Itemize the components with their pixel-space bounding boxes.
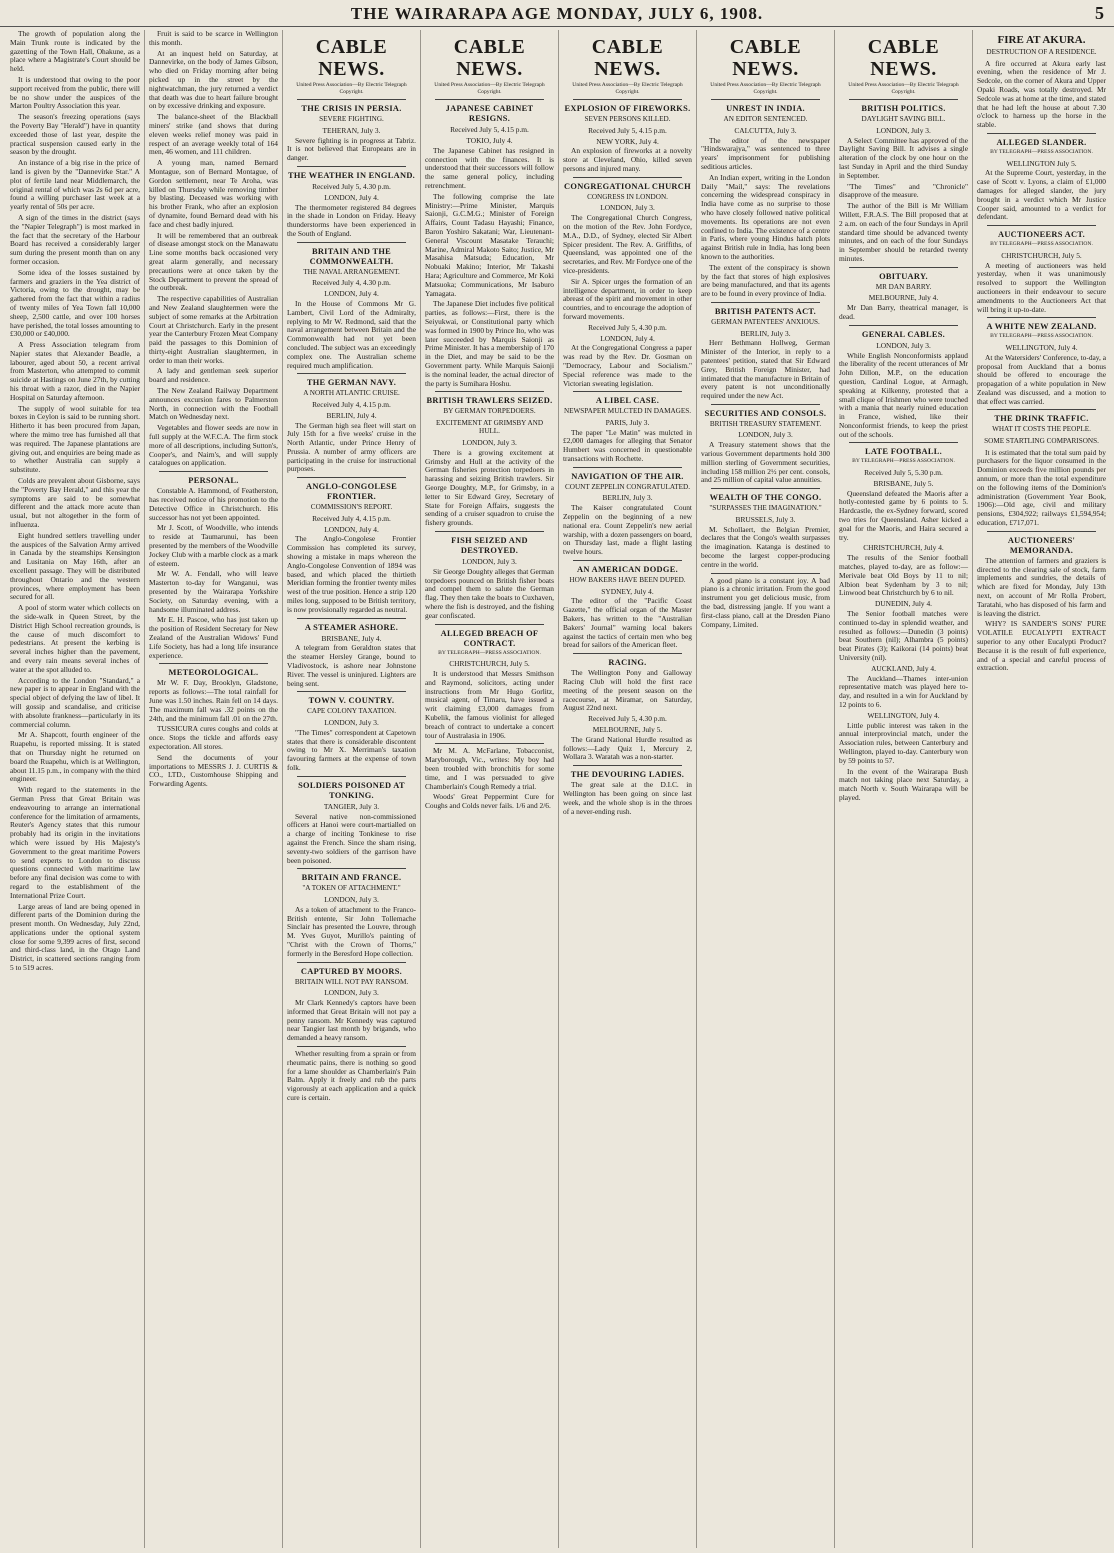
article-paragraph: The attention of farmers and graziers is directed to the clearing sale of stock, farm implements and sundries, the details of which are fixed for Monday, July 13th next, on account of Mr Rolla Probert, Taratahi, who has disposed of his farm and is leaving the district. [977,555,1106,618]
dateline: LONDON, July 3. [324,718,379,728]
received-line: Received July 4, 4.15 p.m. [312,399,391,409]
divider [987,225,1096,226]
headline: CONGREGATIONAL CHURCH [564,181,691,191]
subheadline: COUNT ZEPPELIN CONGRATULATED. [564,482,691,491]
divider [435,391,544,392]
divider [849,267,958,268]
subheadline: BRITISH TREASURY STATEMENT. [709,419,822,428]
credit-line: BY TELEGRAPH—PRESS ASSOCIATION. [990,148,1093,155]
article-paragraph: "The Times" correspondent at Capetown states that there is considerable discontent owing to Mr X. Merriman's taxation favouring farmers at the expense of town folk. [287,727,416,772]
dateline: TEHERAN, July 3. [322,125,381,135]
columns [6,30,1110,1548]
article-paragraph: The season's freezing operations (says the Poverty Bay "Herald") have in quantity exceeded those of last year, despite the practical suspension caused early in the season by the drought. [10,112,140,157]
article-paragraph: In the House of Commons Mr G. Lambert, Civil Lord of the Admiralty, replying to Mr W. Redmond, said that the naval arrangement between Britain and the Commonwealth had not yet been concluded. The subject was an exceedingly complex one. The Australian scheme required much amplification. [287,298,416,370]
divider [297,99,406,100]
article-paragraph: An Indian expert, writing in the London Daily "Mail," says: The revelations concerning the widespread conspiracy in India have come as no surprise to those who have closely followed native political movements. Its operations are not even confined to India. The existence of a centre in Paris, where young Hindus hatch plots against British rule in India, has long been known to the authorities. [701,172,830,261]
headline: JAPANESE CABINET RESIGNS. [445,104,534,124]
subheadline: NEWSPAPER MULCTED IN DAMAGES. [563,407,692,416]
article-paragraph: The paper "Le Matin" was mulcted in £2,000 damages for alleging that Senator Humbert was concerned in questionable transactions with Rochette. [563,427,692,464]
advertisement: Woods' Great Peppermint Cure for Coughs and Colds never fails. 1/6 and 2/6. [425,792,554,811]
subheadline: DESTRUCTION OF A RESIDENCE. [986,48,1097,56]
section-heading-meteorological: METEOROLOGICAL. [168,668,259,678]
section-heading-personal: PERSONAL. [188,476,239,486]
subheadline: CAPE COLONY TAXATION. [306,707,397,716]
article-paragraph: The results of the Senior football matches, played to-day, are as follow:—Merivale beat Old Boys by 11 to nil; Albion beat Sydenham by 3 to nil; Linwood beat Christchurch by 6 to nil. [839,553,968,598]
article-paragraph: As a token of attachment to the Franco-British entente, Sir John Tollemache Sinclair has presented the Louvre, through M. Yves Guyot, Murillo's painting of "Christ with the Crown of Thorns," formerly in the Beresford Hope collection. [287,904,416,958]
dateline: LONDON, July 3. [876,125,931,135]
headline: THE GERMAN NAVY. [306,378,397,388]
article-paragraph: "The Times" and "Chronicle" disapprove of the measure. [839,181,968,200]
article-paragraph: Mr W. F. Day, Brooklyn, Gladstone, reports as follows:—The total rainfall for June was 1.50 inches. Rain fell on 14 days. The maximum fall was .32 points on the 24th, and the minimum fall .01 on the 27th. [149,678,278,723]
dateline: LONDON, July 3. [738,430,793,440]
dateline: LONDON, July 3. [462,438,517,448]
dateline: SYDNEY, July 4. [601,586,654,596]
divider [849,325,958,326]
article-paragraph: A Select Committee has approved of the Daylight Saving Bill. It advises a single alteration of the clock by one hour on the last Sunday in April and the third Sunday in September. [839,135,968,180]
article-paragraph: At the Congregational Congress a paper was read by the Rev. Dr. Gosman on "Democracy, Labour and Socialism." Special reference was made to the Victorian sweating legislation. [563,343,692,388]
headline: NAVIGATION OF THE AIR. [571,471,684,481]
divider [711,488,820,489]
cable-news-banner: CABLE NEWS. [591,36,664,80]
article-paragraph: It is understood that owing to the poor support received from the public, there will be no show under the auspices of the Marton Poultry Association this year. [10,74,140,111]
divider [435,531,544,532]
dateline: BERLIN, July 3. [740,328,791,338]
article-paragraph: The editor of the "Pacific Coast Gazette," the official organ of the Master Bakers, has written to the "Australian Bakers' Journal" warning local bakers against the tactics of certain men who beg bread for sailors of the American fleet. [563,596,692,650]
divider [297,242,406,243]
divider [711,99,820,100]
masthead-title: THE WAIRARAPA AGE MONDAY, JULY 6, 1908. [350,4,764,23]
article-paragraph: Sir A. Spicer urges the formation of an intelligence department, in order to keep abreast of the spirit and movement in other countries, and to encourage the adoption of forward movements. [563,276,692,321]
dateline: MELBOURNE, July 5. [592,725,663,734]
article-paragraph: Mr Clark Kennedy's captors have been informed that Great Britain will not pay a penny ransom. Mr Kennedy was captured near Tangier last month by brigands, who demanded a heavy ransom. [287,997,416,1043]
credit-line: United Press Association—By Electric Telegraph Copyright. [296,82,407,95]
divider [159,471,268,472]
dateline: BERLIN, July 4. [326,410,377,420]
dateline: CHRISTCHURCH, July 5. [1001,250,1082,260]
dateline: LONDON, July 3. [324,988,379,998]
cable-news-banner: CABLE NEWS. [867,36,940,80]
headline: UNREST IN INDIA. [726,104,805,114]
article-paragraph: A sign of the times in the district (says the "Napier Telegraph") is most marked in the fact that the secretary of the Harbour Board has received a considerably larger sum during the present month than on any former occasion. [10,212,140,266]
headline: A LIBEL CASE. [595,396,660,406]
column-3 [282,30,420,1548]
credit-line: BY TELEGRAPH—PRESS ASSOCIATION. [990,241,1093,248]
article-paragraph: A telegram from Geraldton states that the steamer Hersley Grange, bound to Vladivostock, is ashore near Johnstone River. The vessel is uninjured. Lighters are being sent. [287,643,416,688]
dateline: WELLINGTON, July 4. [1005,342,1078,352]
article-paragraph: A fire occurred at Akura early last evening, when the residence of Mr J. Sedcole, on the corner of Akura and Upper Opaki Roads, was totally destroyed. Mr Sedcole was at home at the time, and stated that he had left the house at about 7.30 o'clock to harness up the horse in the stable. [977,58,1106,130]
subheadline: SEVEN PERSONS KILLED. [584,115,671,124]
subheadline: "A TOKEN OF ATTACHMENT." [302,884,401,893]
divider [573,467,682,468]
divider [435,743,544,744]
subheadline: AN EDITOR SENTENCED. [723,115,808,124]
article-paragraph: Send the documents of your importations to MESSRS J. J. CURTIS & CO., LTD., Customhouse Shipping and Forwarding Agents. [149,752,278,789]
article-paragraph: The balance-sheet of the Blackball miners' strike (and shows that during eleven weeks relief money was paid in respect of an average weekly total of 164 men, 46 women, and 111 children. [149,112,278,157]
headline: BRITISH POLITICS. [861,104,946,114]
dateline: TOKIO, July 4. [466,135,513,145]
article-paragraph: There is a growing excitement at Grimsby and Hull at the activity of the German fisheries protection torpedoers in harassing and seizing British trawlers. Sir George Doughty, M.P., for Grimsby, in a letter to Sir Edward Grey, Secretary of State for Foreign Affairs, suggests the sending of a cruiser squadron to cruise the fishery grounds. [425,447,554,528]
column-6 [696,30,834,1548]
cable-news-banner: CABLE NEWS. [315,36,388,80]
article-paragraph: The respective capabilities of Australian and New Zealand slaughtermen were the subject of some remarks at the Arbitration Court at Christchurch. Early in the present year the Canterbury Frozen Meat Company paid the passages to this Dominion of thirty-eight Australian slaughtermen, in order to man their works. [149,294,278,365]
dateline: LONDON, July 3. [600,203,655,213]
credit-line: BY TELEGRAPH—PRESS ASSOCIATION. [852,458,955,465]
article-paragraph: Little public interest was taken in the annual interprovincial match, under the Association rules, between Canterbury and Wellington, played to-day. Canterbury won by 59 points to 57. [839,720,968,765]
headline: TOWN V. COUNTRY. [308,696,395,706]
divider [159,663,268,664]
article-paragraph: Herr Bethmann Hollweg, German Minister of the Interior, in reply to a patentees' petition, stated that Sir Edward Grey, British Foreign Minister, had intimated that the manufacture in Britain of every patent is not unconditionally required under the new Act. [701,338,830,401]
headline: ALLEGED SLANDER. [996,137,1087,147]
divider [573,653,682,654]
article-paragraph: Severe fighting is in progress at Tabriz. It is not believed that Europeans are in danger. [287,135,416,163]
article-paragraph: Mr E. H. Pascoe, who has just taken up the position of Resident Secretary for New Zealand of the Australian Widows' Fund Life Society, has had a long life insurance experience. [149,615,278,660]
divider [297,477,406,478]
subheadline: WHAT IT COSTS THE PEOPLE. [992,425,1091,434]
credit-line: United Press Association—By Electric Telegraph Copyright. [710,82,821,95]
headline: OBITUARY. [879,271,928,281]
article-paragraph: While English Nonconformists applaud the liberality of the recent utterances of Mr John Dillon, M.P., on the education question, Cardinal Logue, at Armagh, speaking at Kilkenny, protested that a small clique of Irishmen who were touched with a mania that nearly ruined education in France, wished, like their Nonconformist friends, to keep the priest out of the schools. [839,350,968,439]
dateline: BRISBANE, July 5. [873,478,934,488]
article-paragraph: TUSSICURA cures coughs and colds at once. Stops the tickle and affords easy expectoration. All stores. [149,724,278,751]
divider [297,691,406,692]
received-line: Received July 4, 4.30 p.m. [312,278,391,288]
article-paragraph: Large areas of land are being opened in different parts of the Dominion during the present month. On Wednesday, July 22nd, applications under the optional system close for some 9,399 acres of first, second and third-class land, in the Otago Land District, in scattered sections ranging from 5 to 519 acres. [10,901,140,973]
headline: BRITISH PATENTS ACT. [714,306,817,316]
headline: AN AMERICAN DODGE. [576,565,679,575]
dateline: TANGIER, July 3. [323,801,380,811]
dateline: BERLIN, July 3. [602,493,653,503]
headline: SOLDIERS POISONED AT TONKING. [298,780,405,800]
headline: AUCTIONEERS ACT. [997,230,1085,240]
divider [711,573,820,574]
divider [297,373,406,374]
dateline: DUNEDIN, July 4. [874,599,933,609]
headline: FISH SEIZED AND DESTROYED. [451,536,528,556]
article-paragraph: The supply of wool suitable for tea boxes in Ceylon is said to be running short. Hitherto it has been procured from Japan, where the mimo tree has furnished all that was required. The Japanese plantations are giving out, and enquiries are being made as to whether Australia can supply a substitute. [10,403,140,475]
subheadline: THE NAVAL ARRANGEMENT. [303,267,400,276]
headline: AUCTIONEERS' MEMORANDA. [1007,535,1076,555]
subheadline: CONGRESS IN LONDON. [587,192,668,201]
advertisement: WHY? IS SANDER'S SONS' PURE VOLATILE EUCALYPTI EXTRACT superior to any other Eucalypti Product? Because it is the result of full experience, and of a special and careful process of extraction. [977,619,1106,673]
headline: RACING. [608,658,647,668]
article-paragraph: Mr A. Shapcott, fourth engineer of the Ruapehu, is reported missing. It is stated that on Thursday night he returned on board the Ruapehu, which is at Wellington, about 11.15 p.m., in company with the third engineer. [10,730,140,784]
headline: WEALTH OF THE CONGO. [709,493,822,503]
article-paragraph: A Press Association telegram from Napier states that Alexander Beadle, a labourer, aged about 50, a recent arrival from Masterton, who attempted to commit suicide at Hastings on June 27th, by cutting his throat with a razor, died in the Napier Hospital on Saturday afternoon. [10,340,140,402]
subheadline: "SURPASSES THE IMAGINATION." [709,504,822,513]
divider [297,1046,406,1047]
article-paragraph: M. Schollaert, the Belgian Premier, declares that the Congo's wealth surpasses the imagination. Katanga is destined to become the largest copper-producing centre in the world. [701,524,830,569]
article-paragraph: In the event of the Wairarapa Bush match not taking place next Saturday, a match North v. South Wairarapa will be played. [839,766,968,802]
headline: A WHITE NEW ZEALAND. [986,322,1097,332]
article-paragraph: At the Watersiders' Conference, to-day, a proposal from Auckland that a bonus should be offered to encourage the propagation of a white population in New Zealand was discussed, and a motion to that effect was carried. [977,352,1106,406]
divider [987,317,1096,318]
dateline: LONDON, July 4. [324,524,379,534]
dateline: AUCKLAND, July 4. [871,663,936,673]
headline: EXPLOSION OF FIREWORKS. [564,104,691,114]
article-paragraph: An instance of a big rise in the price of land is given by the "Dannevirke Star." A plot of fertile land near Middlemarch, the original rental of which was 2s 6d per acre, found a willing purchaser last week at a yearly rental of 50s per acre. [10,158,140,212]
divider [849,442,958,443]
article-paragraph: Fruit is said to be scarce in Wellington this month. [149,30,278,47]
column-4 [420,30,558,1548]
subheadline: SEVERE FIGHTING. [319,115,384,124]
dateline: BRISBANE, July 4. [321,633,382,643]
article-paragraph: A Treasury statement shows that the various Government departments hold 300 million sterling of Government securities, including 158 million 2½ per cent. consols, and 25 million of capital value annuities. [701,440,830,485]
subheadline: SOME STARTLING COMPARISONS. [984,437,1099,446]
subheadline: BY GERMAN TORPEDOERS. [443,407,536,416]
subheadline: COMMISSION'S REPORT. [310,503,393,512]
headline: BRITISH TRAWLERS SEIZED. [426,396,553,406]
article-paragraph: Colds are prevalent about Gisborne, says the "Poverty Bay Herald," and this year the symptoms are said to be somewhat different and the attack more acute than usual, but not altogether in the form of influenza. [10,476,140,530]
article-paragraph: The Wellington Pony and Galloway Racing Club will hold the first race meeting of the present season on the racecourse, at Miramar, on Saturday, August 22nd next. [563,668,692,713]
page-number: 5 [1095,3,1104,23]
article-paragraph: Constable A. Hammond, of Featherston, has received notice of his promotion to the Detective Office in Christchurch. His successor has not yet been appointed. [149,486,278,522]
dateline: CALCUTTA, July 3. [734,125,797,135]
article-paragraph: It is understood that Messrs Smithson and Raymond, solicitors, acting under instructions from Mr Hugo Gorlitz, musical agent, of Timaru, have issued a writ claiming £3,000 damages from Kubelik, the famous violinist for alleged breach of contract to undertake a concert tour of Australasia in 1906. [425,669,554,740]
received-line: Received July 5, 4.30 p.m. [312,181,391,191]
column-2 [144,30,282,1548]
article-paragraph: The Japanese Diet includes five political parties, as follows:—First, there is the Seiyukwai, or Constitutional party which was formed in 1900 by Prince Ito, who was later succeeded by Marquis Saionji as Prime Minister. It has a membership of 170 in the Diet, and may be said to be the Government party. While Marquis Saionji is the nominal leader, the actual director of the party is Sumihara Hoshu. [425,299,554,388]
dateline: NEW YORK, July 4. [596,136,659,146]
article-paragraph: The Grand National Hurdle resulted as follows:—Lady Quiz 1, Mercury 2, Wollara 3. Waratah was a non-starter. [563,734,692,762]
article-paragraph: Mr Dan Barry, theatrical manager, is dead. [839,303,968,321]
dateline: LONDON, July 4. [324,289,379,299]
headline: BRITAIN AND FRANCE. [301,873,402,883]
received-line: Received July 4, 4.15 p.m. [312,513,391,523]
credit-line: BY TELEGRAPH—PRESS ASSOCIATION. [438,649,541,656]
credit-line: United Press Association—By Electric Telegraph Copyright. [572,82,683,95]
article-paragraph: An explosion of fireworks at a novelty store at Cleveland, Ohio, killed seven persons and injured many. [563,146,692,173]
article-paragraph: With regard to the statements in the German Press that Great Britain was endeavouring to arrange an international conference for the limitation of armaments, Reuter's Agency states that this rumour probably had its origin in the invitations which were issued by His Majesty's Government to the great maritime Powers to send experts to London to discuss questions connected with maritime law before any final decision was come to with regard to the establishment of the International Prize Court. [10,785,140,900]
article-paragraph: Eight hundred settlers travelling under the auspices of the Salvation Army arrived in Canada by the steamships Kensington and Lusitania on May 16th, after an excellent passage. They will be distributed throughout Ontario and the western provinces, where employment has been secured for all. [10,530,140,602]
article-paragraph: Queensland defeated the Maoris after a hotly-contested game by 6 points to 5. Hardcastle, the ex-Sydney forward, scored two tries for Queensland. Asher kicked a goal for the Maoris, and Haira secured a try. [839,488,968,542]
subheadline: MR DAN BARRY. [875,282,932,291]
subheadline: GERMAN PATENTEES' ANXIOUS. [711,317,820,326]
divider [573,765,682,766]
dateline: PARIS, July 3. [605,417,650,427]
headline: THE WEATHER IN ENGLAND. [287,170,416,180]
divider [573,177,682,178]
article-paragraph: The growth of population along the Main Trunk route is indicated by the gazetting of the Town Hall, Ohakune, as a place where a Magistrate's Court should be held. [10,30,140,74]
headline: BRITAIN AND THE COMMONWEALTH. [309,246,394,266]
subheadline: A NORTH ATLANTIC CRUISE. [303,389,400,398]
article-paragraph: Vegetables and flower seeds are now in full supply at the W.F.C.A. The firm stock more of all descriptions, including Sutton's, Cooper's, and Nairn's, and will supply catalogues on application. [149,423,278,468]
article-paragraph: Mr W. A. Fendall, who will leave Masterton to-day for Wanganui, was presented by the Wairarapa Yorkshire Society, on Saturday evening, with a handsome illuminated address. [149,569,278,614]
article-paragraph: The Auckland—Thames inter-union representative match was played here to-day, and resulted in a win for Auckland by 12 points to 6. [839,673,968,709]
article-paragraph: The author of the Bill is Mr William Willett, F.R.A.S. The Bill proposed that at 2 a.m. on each of the four Sundays in April standard time should be advanced twenty minutes, and on each of the four Sundays in September should be retarded twenty minutes. [839,201,968,263]
divider [573,99,682,100]
article-paragraph: A lady and gentleman seek superior board and residence. [149,366,278,385]
article-paragraph: The Anglo-Congolese Frontier Commission has completed its survey, showing a mistake in maps whereon the Anglo-Congolese Convention of 1894 was based, and which placed the thirtieth Meridian forming the frontier twenty miles west of the true position. Hence a strip 120 miles long, supposed to be British territory, is now provisionally regarded as neutral. [287,534,416,614]
article-paragraph: The Japanese Cabinet has resigned in connection with the finances. It is understood that their successors will follow the same general policy, including retrenchment. [425,145,554,190]
headline: GENERAL CABLES. [861,329,946,339]
article-paragraph: The Congregational Church Congress, on the motion of the Rev. John Fordyce, M.A., D.D., of Sydney, elected Sir Albert Spicer president. The Rev. A. Griffiths, of Queensland, was appointed one of the secretaries, and Rev. Mr Fordyce one of the vice-presidents. [563,213,693,275]
subheadline: HOW BAKERS HAVE BEEN DUPED. [569,576,686,585]
article-paragraph: A pool of storm water which collects on the side-walk in Queen Street, by the District High School recreation grounds, is the cause of much discomfort to pedestrians. At present the kerbing is several inches higher than the pavement, and every rain means several inches of water at the spot alluded to. [10,603,140,674]
headline: SECURITIES AND CONSOLS. [704,408,827,418]
column-5 [558,30,696,1548]
dateline: BRUSSELS, July 3. [735,514,796,524]
article-paragraph: At the Supreme Court, yesterday, in the case of Scott v. Lyons, a claim of £1,000 damages for alleged slander, the jury brought in a verdict which Mr Justice Cooper said, amounted to a verdict for defendant. [977,168,1106,222]
headline: ANGLO-CONGOLESE FRONTIER. [305,482,398,502]
article-paragraph: At an inquest held on Saturday, at Dannevirke, on the body of James Gibson, who died on Friday morning after being picked up in the street by the nightwatchman, the jury returned a verdict that death was due to heart failure brought on by excessive drinking and exposure. [149,48,278,111]
divider [297,618,406,619]
article-paragraph: A meeting of auctioneers was held yesterday, when it was unanimously resolved to support the Wellington auctioneers in their endeavour to secure amendments to the Auctioneers Act that will bring it up-to-date. [977,260,1106,314]
credit-line: BY TELEGRAPH—PRESS ASSOCIATION. [990,333,1093,340]
divider [711,404,820,405]
article-paragraph: Sir George Doughty alleges that German torpedoers pounced on British fisher boats and compel them to salute the German flag. They then take the boats to Cuxhaven, where the fish is destroyed, and the fishing gear confiscated. [425,566,554,620]
dateline: WELLINGTON, July 4. [867,710,940,720]
subheadline: EXCITEMENT AT GRIMSBY AND HULL. [435,418,544,436]
headline: LATE FOOTBALL. [864,447,943,457]
received-line: Received July 5, 4.30 p.m. [588,714,667,724]
divider [435,624,544,625]
article-paragraph: It will be remembered that an outbreak of disease amongst stock on the Manawatu Line some months back occasioned very great alarm generally, and necessary precautions were at once taken by the Stock Department to prevent the spread of the outbreak. [149,230,278,293]
received-line: Received July 5, 4.30 p.m. [588,322,667,332]
article-paragraph: The editor of the newspaper "Hindswarajya," was sentenced to three years' imprisonment for publishing seditious articles. [701,135,830,171]
article-paragraph: The following comprise the late Ministry:—Prime Minister, Marquis Saionji, G.C.M.G.; Minister of Foreign Affairs, Count Tadasu Hayashi; Finance, Baron Yoshiro Sakatani; War, Lieutenant-General Viscount Masatake Terauchi; Marine, Admiral Makoto Saito; Justice, Mr Masahisa Matsuda; Education, Mr Nobuaki Makino; Interior, Mr Takashi Hara; Agriculture and Commerce, Mr Koki Matsuoka; Communications, Mr Isaburo Yamagata. [425,191,554,298]
article-paragraph: The German high sea fleet will start on July 15th for a five weeks' cruise in the North Atlantic, under Prince Henry of Prussia. A number of army officers are participating in the cruise for instructional purposes. [287,420,416,474]
divider [297,868,406,869]
divider [849,99,958,100]
headline: ALLEGED BREACH OF CONTRACT. [440,628,539,648]
credit-line: United Press Association—By Electric Telegraph Copyright. [848,82,959,95]
article-paragraph: The Senior football matches were continued to-day in splendid weather, and resulted as follows:—Dunedin (3 points) beat Southern (nil); Alhambra (5 points) beat Pirates (3); Kaikorai (14 points) beat University (nil). [839,609,968,663]
divider [987,531,1096,532]
article-paragraph: Several native non-commissioned officers at Hanoi were court-martialled on a charge of inciting Tonkinese to rise against the French. Since the sham rising, seventy-two soldiers of the garrison have been poisoned. [287,811,416,865]
article-paragraph: The New Zealand Railway Department announces excursion fares to Palmerston North, in connection with the Football Match on Wednesday next. [149,386,278,422]
headline: THE DRINK TRAFFIC. [994,414,1089,424]
headline: THE DEVOURING LADIES. [570,770,685,780]
dateline: MELBOURNE, July 4. [868,293,939,303]
subheadline: DAYLIGHT SAVING BILL. [861,115,946,124]
dateline: WELLINGTON July 5. [1006,158,1077,168]
dateline: CHRISTCHURCH, July 4. [863,543,944,553]
article-paragraph: Some idea of the losses sustained by farmers and graziers in the Yea district of Victoria, owing to the drought, may be gathered from the fact that within a radius of twenty miles of Yea Town fall 10,000 sheep, 2,500 cattle, and over 100 horses have perished, the total losses amounting to £30,000 or £40,000. [10,267,140,339]
received-line: Received July 5, 4.15 p.m. [450,125,529,135]
divider [987,133,1096,134]
column-1 [6,30,144,1548]
credit-line: United Press Association—By Electric Telegraph Copyright. [434,82,545,95]
advertisement: Whether resulting from a sprain or from rheumatic pains, there is nothing so good for a lame shoulder as Chamberlain's Pain Balm. Apply it freely and rub the parts vigorously at each application and a quick cure is certain. [287,1048,416,1102]
masthead [0,0,1114,27]
advertisement: Mr M. A. McFarlane, Tobacconist, Maryborough, Vic., writes: My boy had been troubled with bronchitis for some time, and I was persuaded to give Chamberlain's Cough Remedy a trial. [425,746,554,791]
cable-news-banner: CABLE NEWS. [453,36,526,80]
headline: THE CRISIS IN PERSIA. [301,104,402,114]
cable-news-banner: CABLE NEWS. [729,36,802,80]
divider [987,409,1096,410]
column-7 [834,30,972,1548]
article-paragraph: The extent of the conspiracy is shown by the fact that stores of high explosives are being manufactured, and that its agents are to be found in every province of India. [701,262,830,299]
dateline: LONDON, July 3. [324,894,379,904]
article-paragraph: The great sale at the D.I.C. in Wellington has been going on since last week, and the whole shop is in the throes of a never-ending rush. [563,780,692,816]
headline: A STEAMER ASHORE. [304,622,399,632]
divider [573,560,682,561]
subheadline: BRITAIN WILL NOT PAY RANSOM. [294,977,409,986]
article-paragraph: It is estimated that the total sum paid by purchasers for the liquor consumed in the Dominion exceeds five million pounds per annum, or more than the total expenditure on the following items of the Dominion's administration (Government Year Book, 1906):—Old age, civil and military pensions, £304,922; railways £1,594,954; education, £717,071. [977,447,1106,528]
dateline: CHRISTCHURCH, July 5. [449,659,530,669]
article-paragraph: A young man, named Bernard Montague, son of Bernard Montague, of Gordon settlement, near Te Aroha, was killed on Thursday while removing timber by blasting. Deceased was working with his brother Frank, who after an explosion of dynamite, found Bernard dead with his face and chest badly injured. [149,158,278,229]
column-8 [972,30,1110,1548]
divider [297,166,406,167]
received-line: Received July 5, 5.30 p.m. [864,468,943,478]
article-paragraph: The Kaiser congratulated Count Zeppelin on the beginning of a new national era. Count Zeppelin's new aerial warship, with a dozen passengers on board, on Thursday last, made a flight lasting twelve hours. [563,503,692,557]
divider [711,302,820,303]
dateline: LONDON, July 4. [600,333,655,343]
dateline: LONDON, July 3. [876,340,931,350]
article-paragraph: According to the London "Standard," a new paper is to appear in England with the special object of defying the law of libel. It will gossip and scandalise, and criticise with absolute frankness—particularly in its commercial column. [10,675,140,729]
headline: FIRE AT AKURA. [997,34,1086,46]
received-line: Received July 5, 4.15 p.m. [588,125,667,135]
divider [297,776,406,777]
dateline: LONDON, July 4. [324,192,379,202]
article-paragraph: The thermometer registered 84 degrees in the shade in London on Friday. Heavy thunderstorms have been experienced in the South of England. [287,202,416,238]
dateline: LONDON, July 3. [462,557,517,567]
divider [297,962,406,963]
headline: CAPTURED BY MOORS. [300,966,403,976]
advertisement: A good piano is a constant joy. A bad piano is a chronic irritation. From the good instrument you get delicious music, from the bad, distressing jangle. If you want a first-class piano, call at the Dresden Piano Company, Limited. [701,575,830,629]
article-paragraph: Mr J. Scott, of Woodville, who intends to reside at Taumarunui, has been presented by the members of the Woodville Jockey Club with a marble clock as a mark of esteem. [149,523,278,568]
divider [435,99,544,100]
divider [573,391,682,392]
